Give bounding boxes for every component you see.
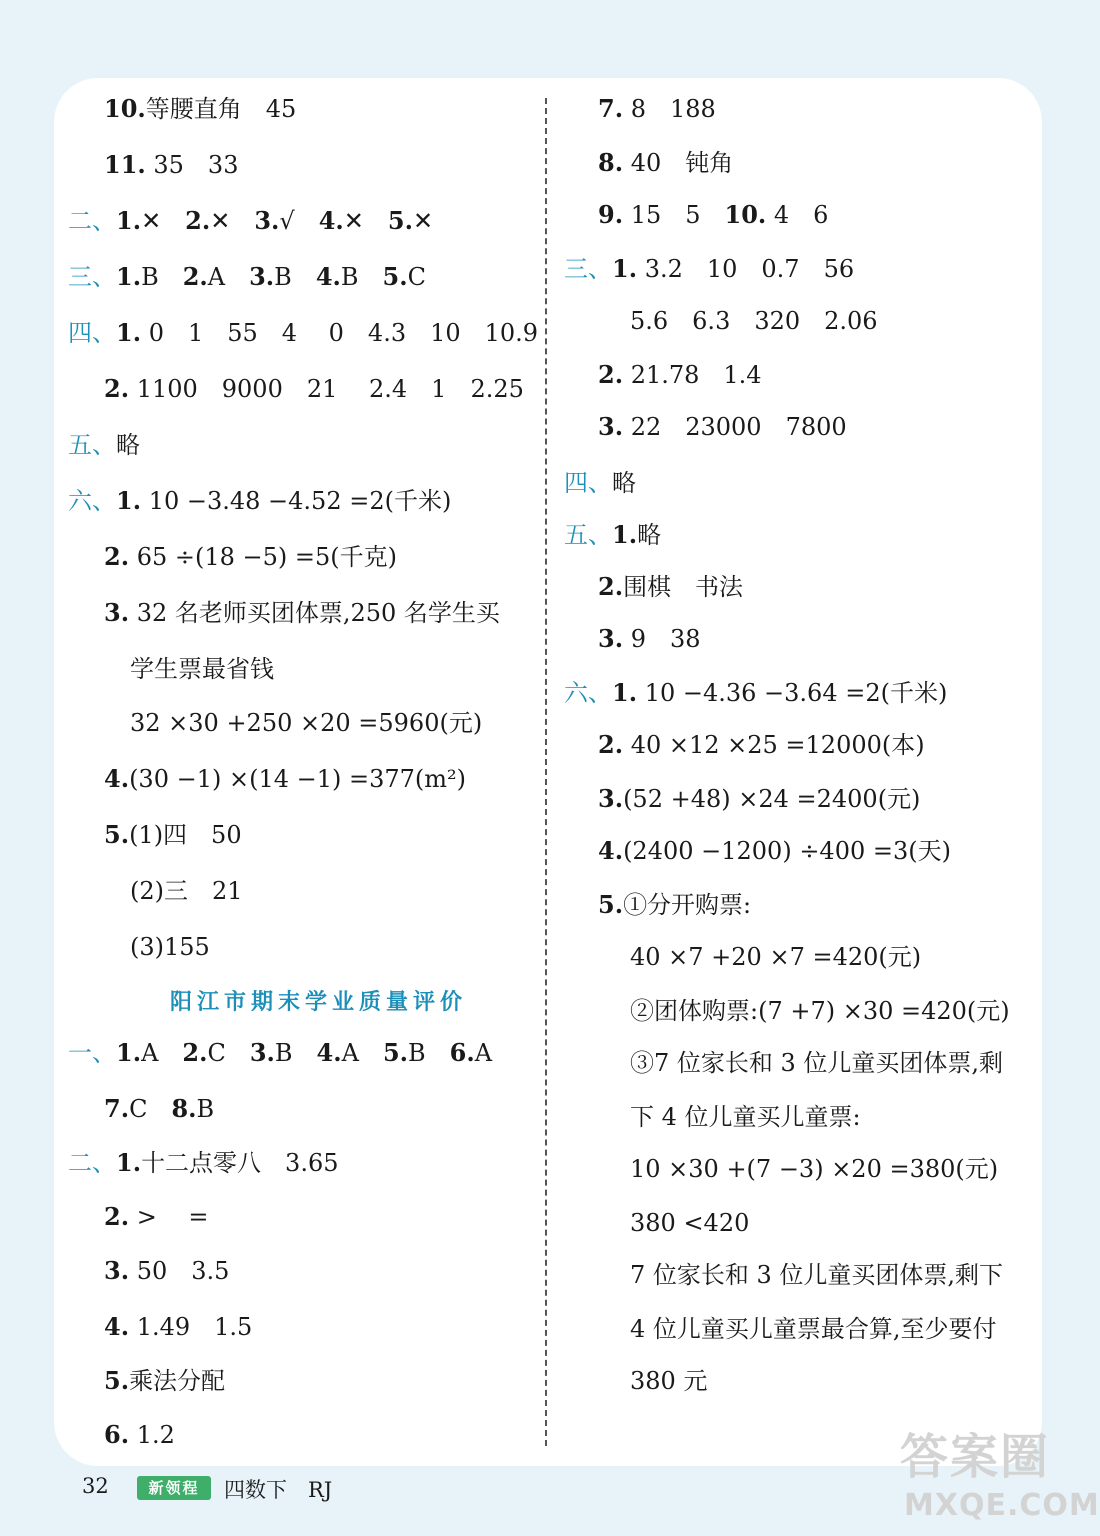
- item-number: 1.: [116, 486, 142, 515]
- item-number: 1.: [612, 254, 638, 283]
- item-number: 6.: [449, 1038, 475, 1067]
- answer-text: A: [341, 1039, 383, 1067]
- answer-text: 15 5: [623, 201, 725, 229]
- brand-badge: 新领程: [137, 1476, 211, 1500]
- answer-line: [630, 1314, 997, 1344]
- section-marker: 六、: [564, 679, 612, 707]
- answer-text: (2400 −1200) ÷400 =3(天): [623, 837, 951, 865]
- item-number: 3.: [598, 624, 624, 653]
- answer-text: 1.49 1.5: [129, 1313, 253, 1341]
- answer-text: 4 6: [766, 201, 829, 229]
- answer-text: B: [196, 1095, 215, 1123]
- item-number: 1.: [116, 206, 142, 235]
- item-number: 10.: [724, 200, 767, 229]
- answer-text: 65 ÷(18 −5) =5(千克): [129, 543, 397, 571]
- item-number: 4.: [104, 764, 130, 793]
- item-number: 1.: [612, 520, 638, 549]
- item-number: 10.: [104, 94, 146, 123]
- section-marker: 五、: [564, 521, 612, 549]
- answer-line: [630, 1208, 749, 1238]
- answer-line: [104, 1202, 209, 1232]
- answer-text: 1.2: [129, 1421, 175, 1449]
- answer-text: A: [207, 263, 250, 291]
- answer-text: C: [207, 1039, 250, 1067]
- answer-text: 十二点零八 3.65: [141, 1149, 339, 1177]
- answer-text: 40 钝角: [623, 149, 734, 177]
- answer-text: 40 ×12 ×25 =12000(本): [623, 731, 925, 759]
- answer-text: 乘法分配: [129, 1367, 226, 1395]
- column-divider: [545, 98, 547, 1446]
- answer-line: [130, 932, 210, 962]
- answer-line: [598, 200, 828, 230]
- item-number: 3.: [598, 412, 624, 441]
- answer-text: (3)155: [130, 933, 210, 961]
- answer-line: [564, 520, 661, 550]
- answer-line: [130, 708, 482, 738]
- item-number: 3.: [249, 262, 275, 291]
- answer-line: [104, 150, 238, 180]
- answer-line: [104, 1312, 252, 1342]
- answer-text: 5.6 6.3 320 2.06: [630, 307, 878, 335]
- watermark-top: 答案圈: [900, 1429, 1051, 1485]
- answer-line: [564, 468, 636, 498]
- item-number: 3.: [104, 598, 130, 627]
- answer-text: 22 23000 7800: [623, 413, 847, 441]
- section-marker: 一、: [68, 1039, 116, 1067]
- item-number: 2.: [104, 1202, 130, 1231]
- answer-line: [68, 1038, 492, 1068]
- answer-text: B: [408, 1039, 450, 1067]
- item-number: 11.: [104, 150, 146, 179]
- item-number: 5.: [598, 890, 624, 919]
- answer-line: [104, 94, 296, 124]
- answer-text: B: [274, 1039, 317, 1067]
- section-marker: 六、: [68, 487, 116, 515]
- answer-line: [68, 486, 451, 516]
- section-marker: 四、: [564, 469, 612, 497]
- answer-text: ✕: [141, 207, 186, 235]
- answer-text: 32 名老师买团体票,250 名学生买: [129, 599, 500, 627]
- answer-text: 21.78 1.4: [623, 361, 762, 389]
- section-marker: 二、: [68, 1149, 116, 1177]
- section-marker: 三、: [564, 255, 612, 283]
- item-number: 1.: [116, 262, 142, 291]
- answer-text: B: [340, 263, 383, 291]
- answer-line: [564, 678, 947, 708]
- item-number: 6.: [104, 1420, 130, 1449]
- item-number: 3.: [104, 1256, 130, 1285]
- watermark: [900, 1418, 1100, 1530]
- answer-line: [130, 876, 243, 906]
- item-number: 5.: [382, 262, 408, 291]
- answer-text: 下 4 位儿童买儿童票:: [630, 1103, 861, 1131]
- answer-text: 8 188: [623, 95, 716, 123]
- item-number: 2.: [185, 206, 211, 235]
- answer-line: [68, 430, 140, 460]
- item-number: 4.: [315, 262, 341, 291]
- answer-line: [68, 1148, 339, 1178]
- item-number: 3.: [254, 206, 280, 235]
- answer-text: ③7 位家长和 3 位儿童买团体票,剩: [630, 1049, 1004, 1077]
- answer-text: ①分开购票:: [623, 891, 752, 919]
- answer-line: [630, 1048, 1003, 1078]
- answer-text: (52 +48) ×24 =2400(元): [623, 785, 921, 813]
- answer-line: [630, 1366, 707, 1396]
- item-number: 5.: [104, 1366, 130, 1395]
- answer-text: (2)三 21: [130, 877, 243, 905]
- answer-text: √: [279, 207, 319, 235]
- answer-line: [104, 1094, 214, 1124]
- answer-text: > =: [129, 1203, 209, 1231]
- item-number: 4.: [316, 1038, 342, 1067]
- answer-line: [104, 1420, 175, 1450]
- answer-text: B: [141, 263, 183, 291]
- answer-text: 32 ×30 +250 ×20 =5960(元): [130, 709, 483, 737]
- answer-text: 略: [637, 521, 662, 549]
- item-number: 2.: [598, 730, 624, 759]
- answer-text: (1)四 50: [129, 821, 242, 849]
- answer-line: [104, 1366, 225, 1396]
- answer-text: C: [129, 1095, 172, 1123]
- section-marker: 五、: [68, 431, 116, 459]
- item-number: 4.: [104, 1312, 130, 1341]
- book-label: 四数下 RJ: [224, 1478, 333, 1502]
- answer-text: 40 ×7 +20 ×7 =420(元): [630, 943, 922, 971]
- answer-text: ✕: [210, 207, 255, 235]
- answer-line: [104, 764, 466, 794]
- item-number: 5.: [382, 1038, 409, 1067]
- answer-line: [598, 94, 716, 124]
- item-number: 5.: [387, 206, 413, 235]
- section-marker: 四、: [68, 319, 116, 347]
- item-number: 7.: [104, 1094, 130, 1123]
- section-heading: 阳江市期末学业质量评价: [170, 989, 468, 1015]
- answer-text: ②团体购票:(7 +7) ×30 =420(元): [630, 997, 1010, 1025]
- answer-line: [630, 942, 921, 972]
- answer-line: [630, 306, 878, 336]
- answer-line: [630, 1102, 861, 1132]
- answer-text: 略: [612, 469, 636, 497]
- answer-line: [598, 360, 762, 390]
- item-number: 7.: [598, 94, 624, 123]
- item-number: 2.: [104, 374, 130, 403]
- answer-line: [104, 598, 500, 628]
- section-marker: 二、: [68, 207, 116, 235]
- answer-line: [630, 1154, 998, 1184]
- item-number: 1.: [116, 1148, 142, 1177]
- page-number: 32: [82, 1474, 109, 1498]
- answer-line: [104, 820, 242, 850]
- answer-line: [68, 318, 538, 348]
- section-marker: 三、: [68, 263, 116, 291]
- answer-line: [598, 730, 925, 760]
- answer-text: 380 元: [630, 1367, 708, 1395]
- answer-line: [598, 890, 751, 920]
- answer-line: [598, 148, 733, 178]
- answer-text: 10 −3.48 −4.52 =2(千米): [141, 487, 452, 515]
- item-number: 5.: [104, 820, 130, 849]
- item-number: 2.: [598, 360, 624, 389]
- item-number: 2.: [182, 1038, 208, 1067]
- answer-text: C: [407, 263, 426, 291]
- answer-text: 围棋 书法: [623, 573, 744, 601]
- answer-text: 0 1 55 4 0 4.3 10 10.9: [141, 319, 539, 347]
- answer-text: 等腰直角 45: [145, 95, 297, 123]
- item-number: 8.: [171, 1094, 197, 1123]
- item-number: 4.: [318, 206, 344, 235]
- item-number: 4.: [598, 836, 624, 865]
- answer-text: 4 位儿童买儿童票最合算,至少要付: [630, 1315, 997, 1343]
- item-number: 3.: [598, 784, 624, 813]
- answer-line: [564, 254, 854, 284]
- answer-text: 3.2 10 0.7 56: [637, 255, 855, 283]
- answer-line: [130, 654, 274, 684]
- item-number: 8.: [598, 148, 624, 177]
- answer-line: [630, 996, 1010, 1026]
- answer-line: [598, 412, 847, 442]
- item-number: 2.: [182, 262, 208, 291]
- item-number: 1.: [116, 318, 142, 347]
- answer-text: 7 位家长和 3 位儿童买团体票,剩下: [630, 1261, 1004, 1289]
- answer-text: 10 ×30 +(7 −3) ×20 =380(元): [630, 1155, 999, 1183]
- answer-text: 学生票最省钱: [130, 655, 274, 683]
- item-number: 2.: [104, 542, 130, 571]
- item-number: 9.: [598, 200, 624, 229]
- answer-text: ✕: [412, 207, 434, 235]
- answer-line: [68, 206, 433, 236]
- answer-text: B: [274, 263, 316, 291]
- answer-text: 1100 9000 21 2.4 1 2.25: [129, 375, 524, 403]
- answer-text: (30 −1) ×(14 −1) =377(m²): [129, 765, 466, 793]
- answer-text: ✕: [343, 207, 388, 235]
- answer-line: [630, 1260, 1003, 1290]
- answer-text: A: [141, 1039, 183, 1067]
- item-number: 1.: [612, 678, 638, 707]
- answer-line: [104, 542, 397, 572]
- answer-line: [598, 624, 701, 654]
- answer-line: [104, 374, 524, 404]
- answer-line: [598, 572, 743, 602]
- answer-text: 10 −4.36 −3.64 =2(千米): [637, 679, 948, 707]
- answer-line: [598, 784, 920, 814]
- answer-text: 略: [116, 431, 140, 459]
- answer-text: 380 <420: [630, 1209, 750, 1237]
- item-number: 1.: [116, 1038, 142, 1067]
- answer-line: [68, 262, 426, 292]
- watermark-bottom: MXQE.COM: [904, 1488, 1100, 1523]
- item-number: 2.: [598, 572, 624, 601]
- answer-line: [104, 1256, 229, 1286]
- answer-line: [598, 836, 951, 866]
- answer-text: 9 38: [623, 625, 701, 653]
- answer-text: 50 3.5: [129, 1257, 230, 1285]
- item-number: 3.: [249, 1038, 275, 1067]
- answer-text: 35 33: [145, 151, 239, 179]
- answer-text: A: [474, 1039, 493, 1067]
